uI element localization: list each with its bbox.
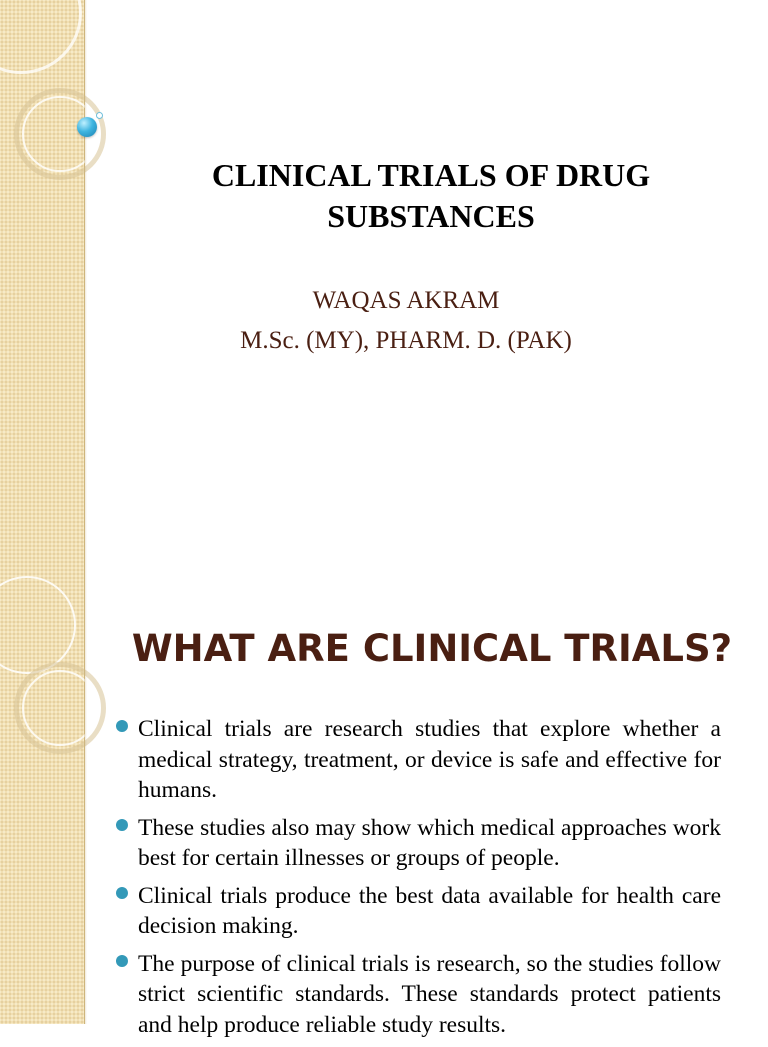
blue-bead-icon <box>77 117 97 137</box>
list-item <box>113 714 721 806</box>
list-item <box>113 949 721 1041</box>
author-name: WAQAS AKRAM <box>312 287 500 314</box>
author-block <box>140 281 672 361</box>
bullet-dot-icon <box>116 819 128 831</box>
bullet-text: These studies also may show which medical approaches work best for certain illnesses or groups of people. <box>138 814 721 871</box>
author-credentials: M.Sc. (MY), PHARM. D. (PAK) <box>240 327 572 354</box>
list-item <box>113 813 721 874</box>
panel-edge-shadow <box>84 576 87 1024</box>
small-bead-icon <box>96 112 103 119</box>
decorative-side-panel <box>0 576 85 1024</box>
decorative-side-panel <box>0 0 85 576</box>
bullet-dot-icon <box>116 955 128 967</box>
bullet-list <box>113 714 721 1047</box>
bullet-dot-icon <box>116 887 128 899</box>
decorative-ring-icon <box>0 576 76 674</box>
panel-edge-shadow <box>84 0 87 576</box>
list-item <box>113 881 721 942</box>
bullet-text: The purpose of clinical trials is research, so the studies follow strict scientific standards. These standards protect patients and help produce reliable study results. <box>138 950 721 1038</box>
decorative-ring-icon <box>0 0 82 74</box>
slide-title: CLINICAL TRIALS OF DRUG SUBSTANCES <box>211 157 651 234</box>
bullet-dot-icon <box>116 720 128 732</box>
bullet-text: Clinical trials produce the best data available for health care decision making. <box>138 882 721 939</box>
bullet-text: Clinical trials are research studies that explore whether a medical strategy, treatment, or device is safe and effective for humans. <box>138 716 721 803</box>
slide-heading: WHAT ARE CLINICAL TRIALS? <box>131 627 733 670</box>
